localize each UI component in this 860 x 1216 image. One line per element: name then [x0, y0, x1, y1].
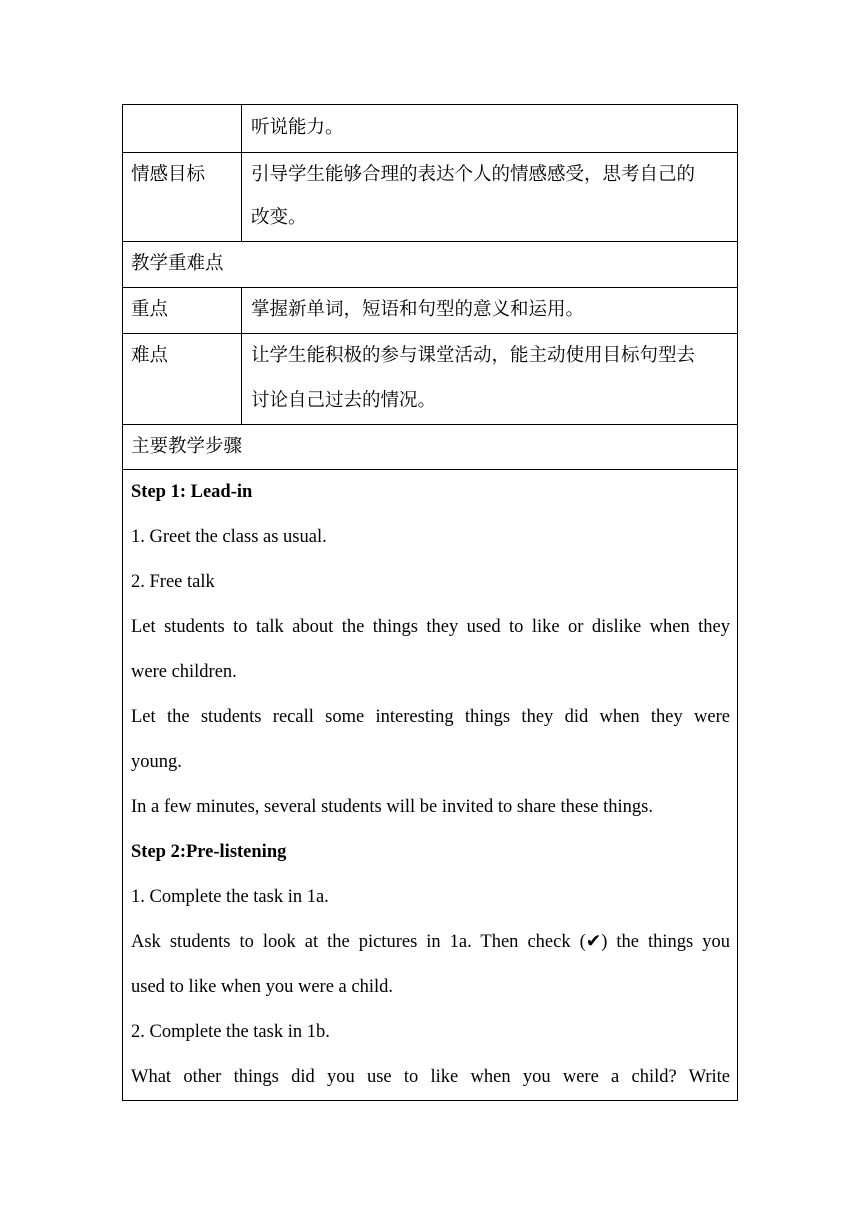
table-row-steps: [123, 470, 737, 1100]
steps-content: [123, 470, 737, 1100]
table-row: [123, 153, 737, 242]
cell-label-key-point: 重点: [131, 300, 169, 320]
table-row: [123, 425, 737, 470]
step-item: 1. Greet the class as usual.: [131, 527, 327, 547]
table-cell-label: [123, 334, 242, 424]
cell-text: 听说能力。: [251, 118, 344, 138]
table-cell-content: [242, 105, 737, 152]
paragraph-line: Ask students to look at the pictures in 1a. Then check (✔) the things you: [131, 932, 730, 952]
table-row: [123, 334, 737, 425]
table-cell-label: [123, 105, 242, 152]
paragraph-line: What other things did you use to like when you were a child? Write: [131, 1067, 730, 1087]
paragraph-line: Let the students recall some interesting things they did when they were: [131, 707, 730, 727]
cell-text: 引导学生能够合理的表达个人的情感感受，思考自己的: [251, 165, 696, 185]
table-row: [123, 288, 737, 334]
step-item: 1. Complete the task in 1a.: [131, 887, 329, 907]
cell-text: 讨论自己过去的情况。: [251, 391, 437, 411]
table-cell-content: [242, 288, 737, 333]
step-title: Step 2:Pre-listening: [131, 842, 287, 862]
table-cell-label: [123, 153, 242, 241]
step-title: Step 1: Lead-in: [131, 482, 253, 502]
table-cell-label: [123, 288, 242, 333]
table-row: [123, 105, 737, 153]
cell-text: 掌握新单词，短语和句型的意义和运用。: [251, 300, 585, 320]
step-item: 2. Free talk: [131, 572, 215, 592]
paragraph-line: young.: [131, 752, 182, 772]
paragraph-line: In a few minutes, several students will be invited to share these things.: [131, 797, 653, 817]
cell-text: 改变。: [251, 208, 307, 228]
cell-label-difficult-point: 难点: [131, 346, 169, 366]
paragraph-line: were children.: [131, 662, 237, 682]
section-header-main-steps: 主要教学步骤: [131, 437, 243, 457]
paragraph-line: used to like when you were a child.: [131, 977, 394, 997]
section-header-key-difficult-points: 教学重难点: [131, 254, 224, 274]
table-cell-content: [242, 334, 737, 424]
cell-text: 让学生能积极的参与课堂活动，能主动使用目标句型去: [251, 346, 696, 366]
lesson-plan-table: [122, 104, 738, 1101]
cell-label-emotion-goal: 情感目标: [131, 165, 206, 185]
table-cell-content: [242, 153, 737, 241]
step-item: 2. Complete the task in 1b.: [131, 1022, 330, 1042]
table-row: [123, 242, 737, 288]
paragraph-line: Let students to talk about the things they used to like or dislike when they: [131, 617, 730, 637]
